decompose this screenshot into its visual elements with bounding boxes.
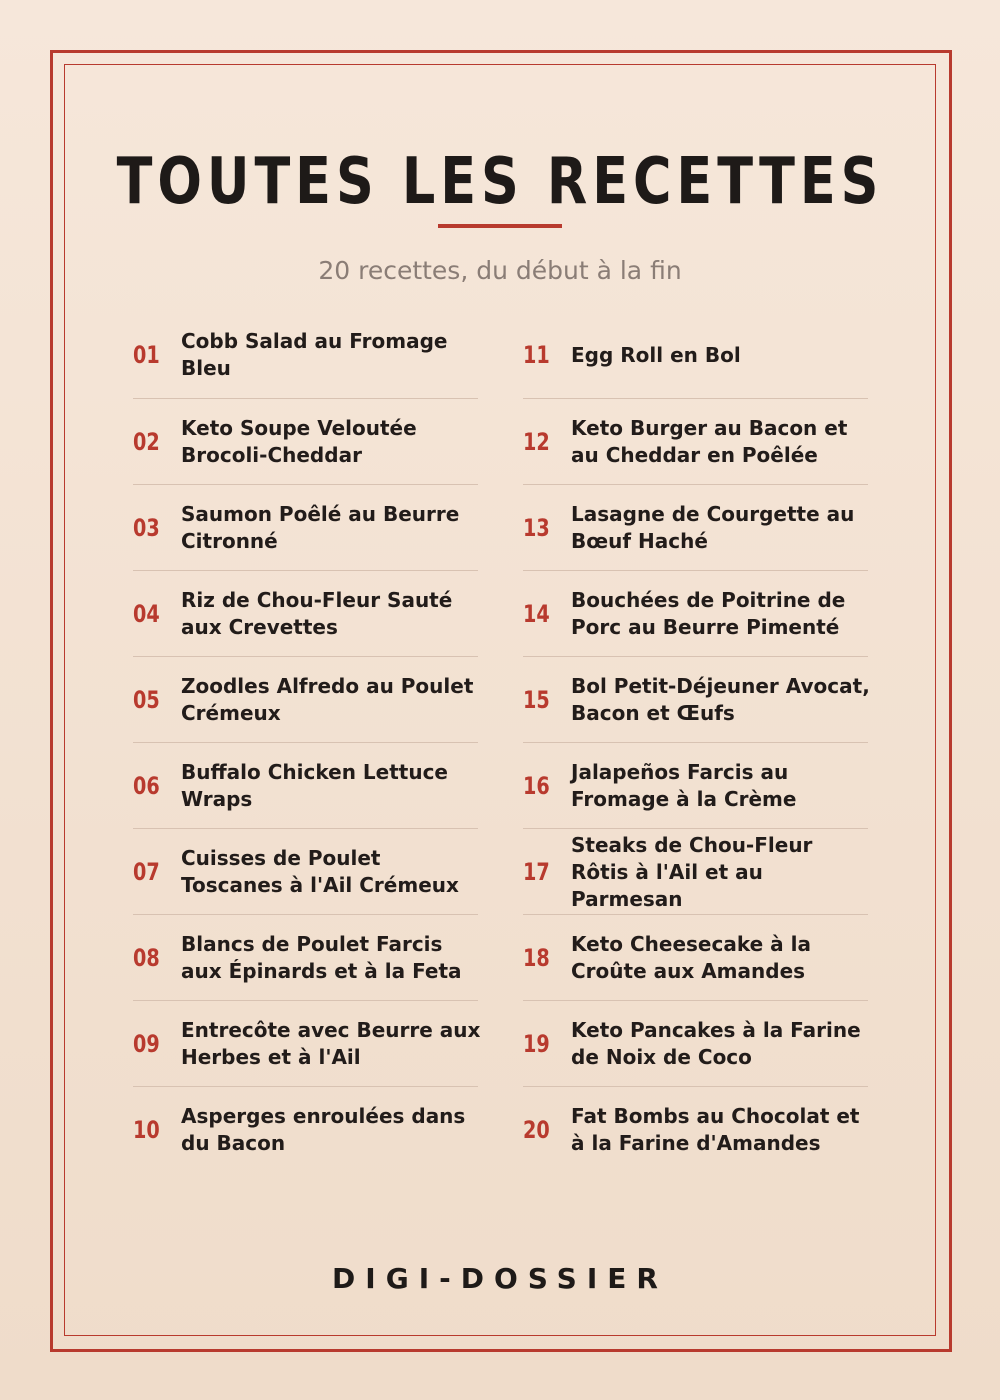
recipe-number: 10 bbox=[133, 1116, 160, 1144]
recipe-number: 18 bbox=[523, 944, 550, 972]
recipe-name: Buffalo Chicken Lettuce Wraps bbox=[181, 760, 448, 811]
recipe-name: Zoodles Alfredo au Poulet Crémeux bbox=[181, 674, 474, 725]
title-underline bbox=[438, 224, 562, 228]
recipe-item bbox=[523, 398, 868, 484]
recipe-item bbox=[523, 828, 868, 914]
recipe-number: 06 bbox=[133, 772, 160, 800]
recipe-number: 17 bbox=[523, 858, 550, 886]
recipe-item bbox=[133, 398, 478, 484]
recipe-name: Fat Bombs au Chocolat et à la Farine d'Amandes bbox=[571, 1104, 860, 1155]
recipe-item bbox=[133, 570, 478, 656]
recipe-item bbox=[133, 1086, 478, 1172]
recipe-item bbox=[523, 914, 868, 1000]
recipe-name: Lasagne de Courgette au Bœuf Haché bbox=[571, 502, 855, 553]
recipe-name: Cuisses de Poulet Toscanes à l'Ail Crémeux bbox=[181, 846, 459, 897]
recipe-name: Egg Roll en Bol bbox=[571, 342, 741, 367]
recipe-name: Blancs de Poulet Farcis aux Épinards et à la Feta bbox=[181, 932, 462, 983]
recipe-item bbox=[523, 1000, 868, 1086]
recipe-name: Asperges enroulées dans du Bacon bbox=[181, 1104, 466, 1155]
recipe-number: 05 bbox=[133, 686, 160, 714]
recipe-number: 09 bbox=[133, 1030, 160, 1058]
recipe-name: Jalapeños Farcis au Fromage à la Crème bbox=[571, 760, 797, 811]
recipe-number: 13 bbox=[523, 514, 550, 542]
recipe-number: 14 bbox=[523, 600, 550, 628]
recipe-item bbox=[523, 570, 868, 656]
recipe-number: 02 bbox=[133, 428, 160, 456]
recipe-item bbox=[133, 312, 478, 398]
recipe-item bbox=[133, 914, 478, 1000]
recipe-number: 03 bbox=[133, 514, 160, 542]
recipe-number: 11 bbox=[523, 341, 550, 369]
recipe-number: 20 bbox=[523, 1116, 550, 1144]
recipe-number: 04 bbox=[133, 600, 160, 628]
recipe-name: Keto Cheesecake à la Croûte aux Amandes bbox=[571, 932, 811, 983]
recipe-number: 19 bbox=[523, 1030, 550, 1058]
recipe-name: Bol Petit-Déjeuner Avocat, Bacon et Œufs bbox=[571, 674, 870, 725]
brand-footer: DIGI-DOSSIER bbox=[332, 1262, 668, 1295]
page-title: TOUTES LES RECETTES bbox=[116, 145, 884, 219]
recipe-number: 07 bbox=[133, 858, 160, 886]
recipe-item bbox=[523, 742, 868, 828]
recipe-item bbox=[523, 656, 868, 742]
recipe-item bbox=[133, 484, 478, 570]
recipe-number: 01 bbox=[133, 341, 160, 369]
recipe-name: Riz de Chou-Fleur Sauté aux Crevettes bbox=[181, 588, 453, 639]
recipe-list-right bbox=[523, 312, 868, 1172]
recipe-name: Steaks de Chou-Fleur Rôtis à l'Ail et au Parmesan bbox=[571, 832, 813, 911]
recipe-number: 08 bbox=[133, 944, 160, 972]
recipe-name: Saumon Poêlé au Beurre Citronné bbox=[181, 502, 460, 553]
recipe-list-left bbox=[133, 312, 481, 1172]
recipe-number: 15 bbox=[523, 686, 550, 714]
recipe-item bbox=[523, 484, 868, 570]
recipe-item bbox=[133, 742, 478, 828]
recipe-item bbox=[133, 656, 478, 742]
recipe-name: Entrecôte avec Beurre aux Herbes et à l'Ail bbox=[181, 1018, 481, 1069]
recipe-number: 12 bbox=[523, 428, 550, 456]
recipe-name: Cobb Salad au Fromage Bleu bbox=[181, 329, 448, 380]
recipe-name: Keto Burger au Bacon et au Cheddar en Poêlée bbox=[571, 416, 848, 467]
recipe-name: Keto Soupe Veloutée Brocoli-Cheddar bbox=[181, 416, 417, 467]
recipe-item bbox=[133, 1000, 481, 1086]
recipe-number: 16 bbox=[523, 772, 550, 800]
recipe-item bbox=[523, 1086, 868, 1172]
recipe-name: Bouchées de Poitrine de Porc au Beurre Pimenté bbox=[571, 588, 846, 639]
page-subtitle: 20 recettes, du début à la fin bbox=[318, 256, 682, 285]
recipe-item bbox=[133, 828, 478, 914]
recipe-item bbox=[523, 312, 868, 398]
recipe-name: Keto Pancakes à la Farine de Noix de Coco bbox=[571, 1018, 861, 1069]
